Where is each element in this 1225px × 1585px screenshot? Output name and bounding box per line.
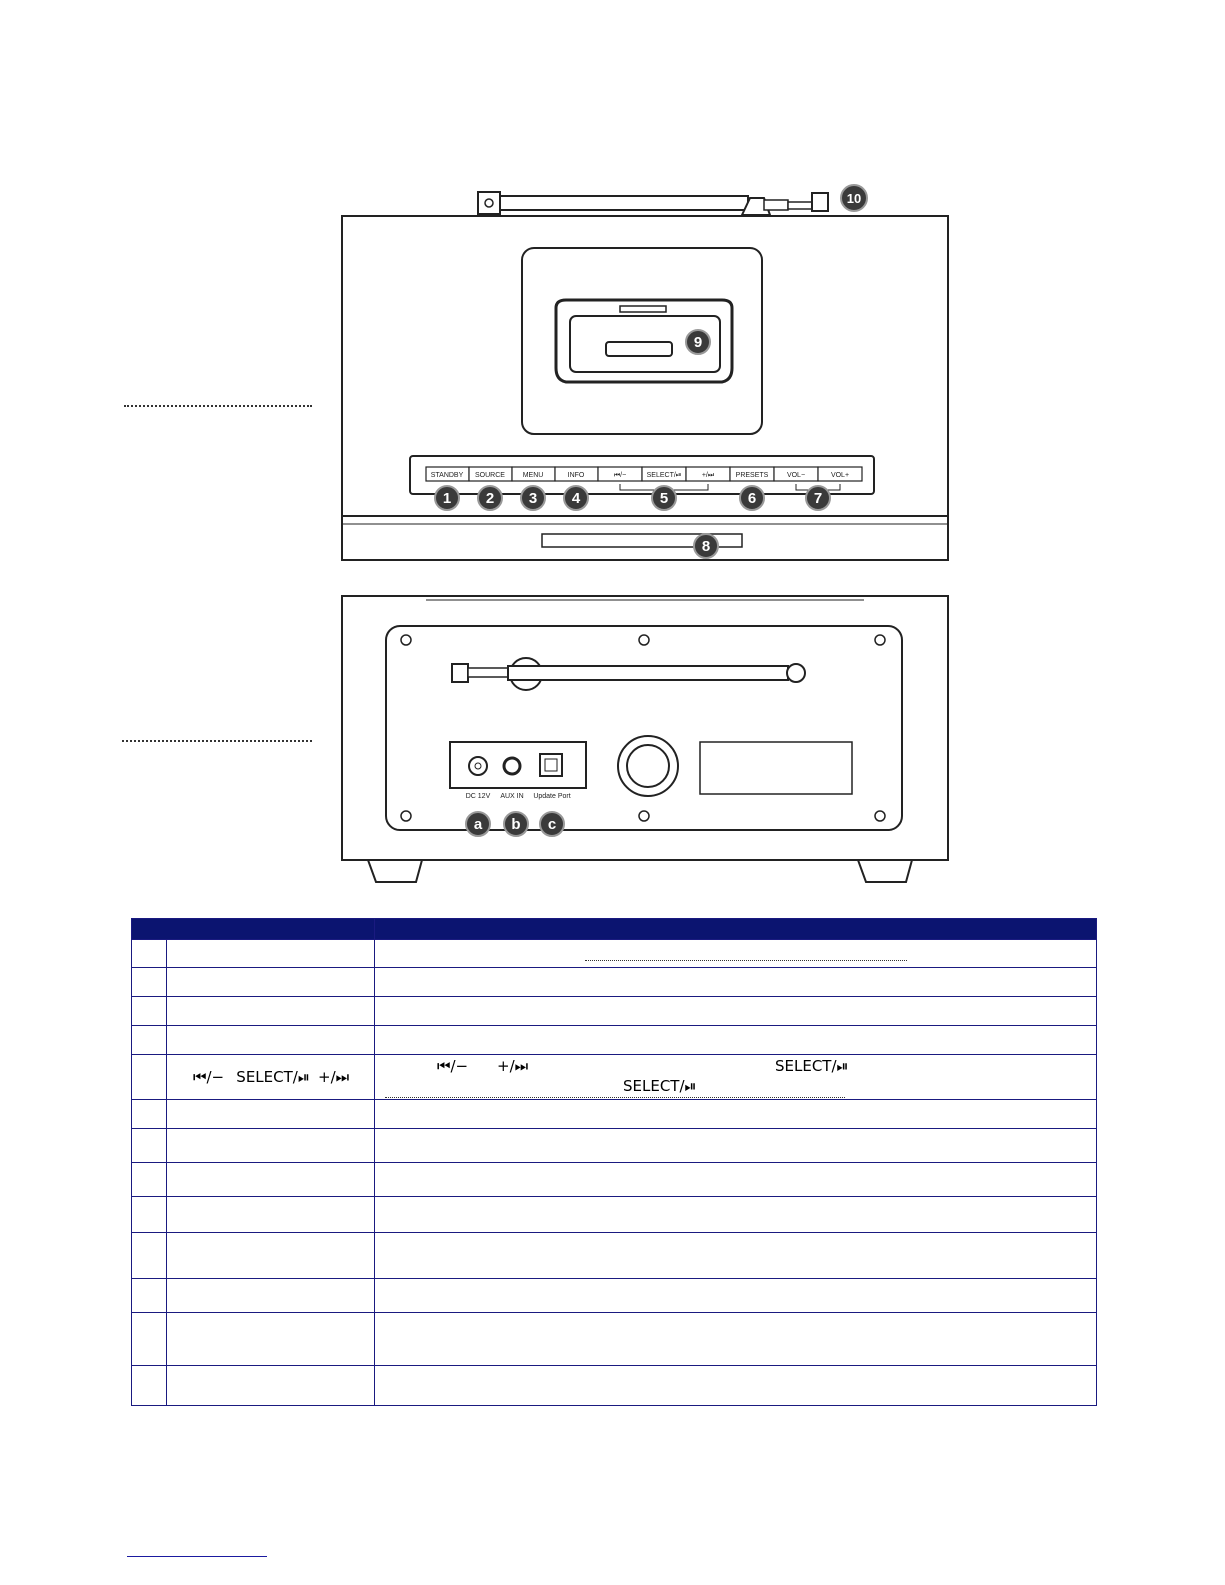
btn-select-label: SELECT/⏯ <box>646 472 682 479</box>
btn-source-label: SOURCE <box>475 472 505 479</box>
callout-10: 10 <box>846 191 862 206</box>
table-row <box>132 1366 1097 1406</box>
table-row <box>132 968 1097 997</box>
table-row <box>132 1233 1097 1279</box>
controls-table <box>131 918 1097 1406</box>
ctrl-select-symbol: SELECT/⏯ <box>236 1068 310 1086</box>
front-view-diagram <box>330 180 950 565</box>
btn-next-label: +/⏭ <box>701 472 715 479</box>
port-update-label: Update Port <box>533 793 571 800</box>
callout-b: b <box>511 816 521 833</box>
desc-prev-symbol: ⏮/− <box>437 1057 469 1075</box>
port-aux-label: AUX IN <box>500 793 524 800</box>
ctrl-prev-symbol: ⏮/− <box>193 1068 225 1086</box>
table-row <box>132 1279 1097 1313</box>
btn-vol-up-label: VOL+ <box>830 472 850 479</box>
table-row <box>132 1313 1097 1366</box>
table-row <box>132 1129 1097 1163</box>
desc-select-symbol: SELECT/⏯ <box>775 1057 849 1075</box>
desc-select-symbol-2: SELECT/⏯ <box>623 1077 697 1095</box>
callout-a: a <box>473 816 483 833</box>
table-row <box>132 1197 1097 1233</box>
table-row <box>132 1163 1097 1197</box>
rear-view-diagram <box>330 590 955 890</box>
callout-2: 2 <box>485 490 495 507</box>
ctrl-next-symbol: +/⏭ <box>318 1068 350 1086</box>
footer-link-underline <box>127 1556 267 1557</box>
btn-prev-label: ⏮/− <box>613 472 627 479</box>
btn-standby-label: STANDBY <box>430 472 464 479</box>
callout-8: 8 <box>701 538 711 555</box>
callout-1: 1 <box>442 490 452 507</box>
btn-info-label: INFO <box>567 472 585 479</box>
rear-view-leader <box>122 740 312 742</box>
btn-vol-down-label: VOL− <box>786 472 806 479</box>
table-row <box>132 997 1097 1026</box>
table-row <box>132 1055 1097 1100</box>
desc-next-symbol: +/⏭ <box>497 1057 529 1075</box>
callout-7: 7 <box>813 490 823 507</box>
antenna <box>478 192 828 215</box>
port-dc-label: DC 12V <box>465 793 491 800</box>
callout-6: 6 <box>747 490 757 507</box>
btn-menu-label: MENU <box>522 472 544 479</box>
callout-4: 4 <box>571 490 581 507</box>
callout-9: 9 <box>693 334 703 351</box>
callout-3: 3 <box>528 490 538 507</box>
callout-c: c <box>547 816 557 833</box>
front-view-leader <box>124 405 312 407</box>
btn-presets-label: PRESETS <box>735 472 769 479</box>
rear-callouts <box>466 812 564 836</box>
table-row <box>132 940 1097 968</box>
table-row <box>132 1026 1097 1055</box>
callout-5: 5 <box>659 490 669 507</box>
table-row <box>132 1100 1097 1129</box>
table-header <box>132 919 1097 940</box>
